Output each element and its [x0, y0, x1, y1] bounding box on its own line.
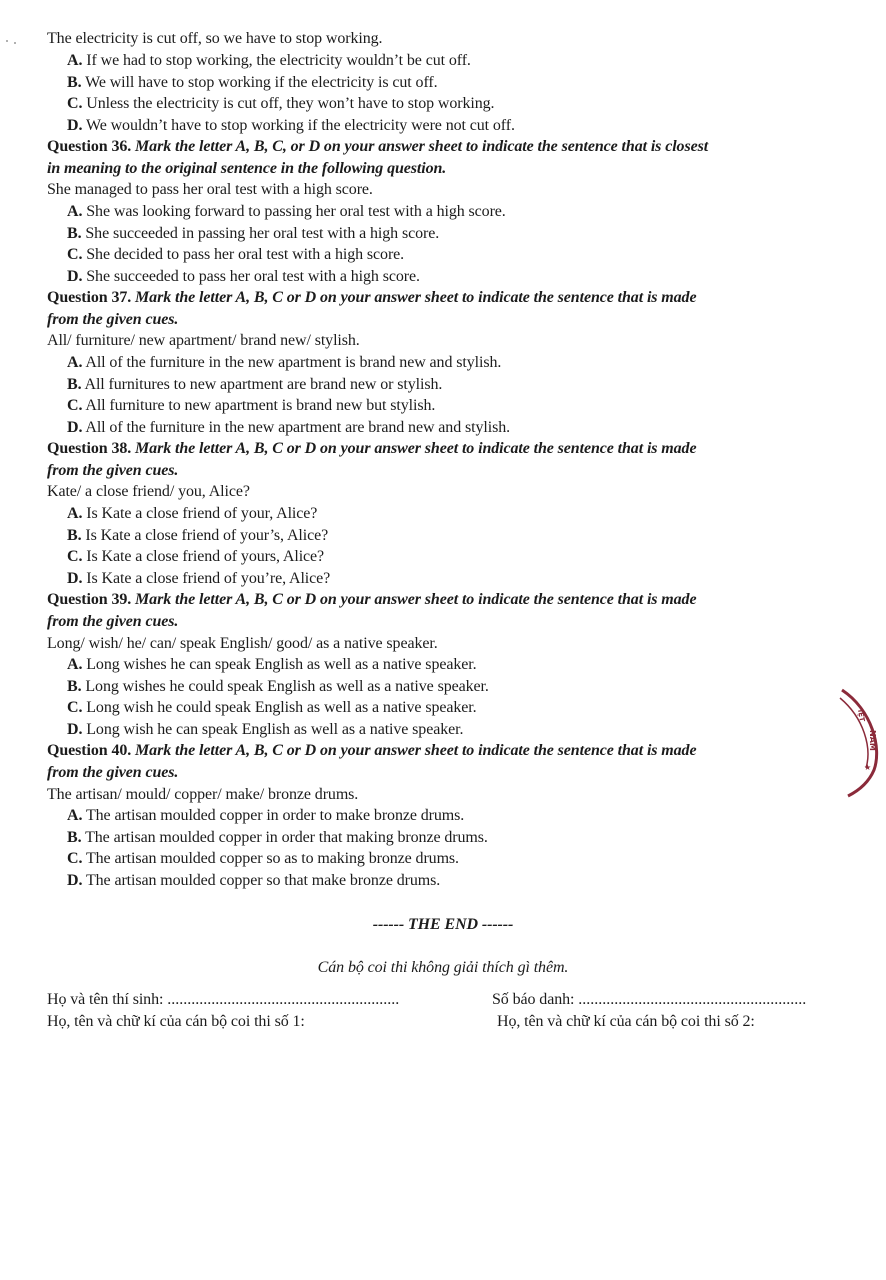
question-instruction: Mark the letter A, B, C or D on your answer sheet to indicate the sentence that is made — [131, 289, 697, 306]
option-letter: B. — [67, 225, 82, 242]
answer-option — [67, 418, 510, 438]
option-letter: C. — [67, 95, 83, 112]
svg-text:NAM: NAM — [868, 730, 877, 751]
option-letter: D. — [67, 570, 83, 587]
option-letter: C. — [67, 397, 83, 414]
option-text: She succeeded to pass her oral test with a high score. — [82, 268, 420, 285]
answer-option — [67, 224, 439, 244]
answer-option — [67, 655, 477, 675]
question-stem: All/ furniture/ new apartment/ brand new/ stylish. — [47, 332, 360, 349]
option-text: Is Kate a close friend of your, Alice? — [82, 505, 318, 522]
candidate-name-dots: .......................................................... — [167, 991, 400, 1008]
option-letter: A. — [67, 354, 83, 371]
answer-option — [67, 396, 435, 416]
invigilator-note: Cán bộ coi thi không giải thích gì thêm. — [317, 959, 569, 976]
svg-text:★: ★ — [864, 763, 872, 772]
option-letter: D. — [67, 872, 83, 889]
answer-option — [67, 245, 404, 265]
option-text: Long wish he can speak English as well as a native speaker. — [82, 721, 464, 738]
question-instruction: Mark the letter A, B, C or D on your answer sheet to indicate the sentence that is made — [131, 591, 697, 608]
option-letter: B. — [67, 74, 82, 91]
question-instruction: Mark the letter A, B, C or D on your answer sheet to indicate the sentence that is made — [131, 742, 697, 759]
answer-option — [67, 720, 463, 740]
option-text: The artisan moulded copper so that make bronze drums. — [82, 872, 441, 889]
option-letter: D. — [67, 117, 83, 134]
question-stem: Long/ wish/ he/ can/ speak English/ good/ as a native speaker. — [47, 635, 438, 652]
question-number: Question 40. — [47, 742, 132, 759]
question-instruction-cont: from the given cues. — [47, 764, 179, 781]
option-letter: A. — [67, 656, 83, 673]
answer-option — [67, 116, 515, 136]
question-number: Question 37. — [47, 289, 132, 306]
candidate-number-label: Số báo danh: — [492, 991, 575, 1008]
answer-option — [67, 375, 442, 395]
scan-speck — [6, 40, 8, 42]
answer-option — [67, 526, 328, 546]
option-text: All of the furniture in the new apartment is brand new and stylish. — [82, 354, 502, 371]
answer-option — [67, 267, 420, 287]
question-number: Question 39. — [47, 591, 132, 608]
question-37-heading — [47, 288, 696, 308]
question-stem: The electricity is cut off, so we have to stop working. — [47, 30, 383, 47]
question-stem: Kate/ a close friend/ you, Alice? — [47, 483, 250, 500]
question-39-heading — [47, 590, 696, 610]
question-38-heading — [47, 439, 696, 459]
option-text: Is Kate a close friend of your’s, Alice? — [81, 527, 329, 544]
answer-option — [67, 677, 489, 697]
option-text: The artisan moulded copper in order that making bronze drums. — [81, 829, 488, 846]
answer-option — [67, 94, 494, 114]
question-instruction-cont: in meaning to the original sentence in the following question. — [47, 160, 447, 177]
option-letter: C. — [67, 246, 83, 263]
option-text: If we had to stop working, the electricity wouldn’t be cut off. — [82, 52, 471, 69]
candidate-name-label: Họ và tên thí sinh: — [47, 991, 164, 1008]
option-text: Long wishes he can speak English as well as a native speaker. — [82, 656, 477, 673]
question-stem: The artisan/ mould/ copper/ make/ bronze drums. — [47, 786, 359, 803]
answer-option — [67, 51, 471, 71]
option-letter: A. — [67, 203, 83, 220]
option-letter: B. — [67, 527, 82, 544]
option-text: Is Kate a close friend of yours, Alice? — [82, 548, 325, 565]
option-text: She decided to pass her oral test with a high score. — [82, 246, 405, 263]
the-end-marker: ------ THE END ------ — [372, 916, 514, 933]
scan-speck — [14, 42, 16, 44]
svg-text:IỆT: IỆT — [856, 708, 867, 723]
option-text: Is Kate a close friend of you’re, Alice? — [82, 570, 331, 587]
option-letter: B. — [67, 829, 82, 846]
invigilator-2-label: Họ, tên và chữ kí của cán bộ coi thi số 2: — [497, 1013, 755, 1030]
answer-option — [67, 202, 506, 222]
answer-option — [67, 504, 317, 524]
official-stamp-icon — [838, 688, 886, 798]
candidate-name-field — [47, 990, 399, 1010]
option-letter: D. — [67, 721, 83, 738]
answer-option — [67, 828, 488, 848]
option-text: Unless the electricity is cut off, they won’t have to stop working. — [82, 95, 495, 112]
question-number: Question 38. — [47, 440, 132, 457]
option-letter: A. — [67, 505, 83, 522]
question-stem: She managed to pass her oral test with a high score. — [47, 181, 373, 198]
answer-option — [67, 547, 324, 567]
answer-option — [67, 569, 330, 589]
question-36-heading — [47, 137, 708, 157]
option-text: All of the furniture in the new apartment are brand new and stylish. — [82, 419, 510, 436]
option-letter: B. — [67, 376, 82, 393]
question-instruction: Mark the letter A, B, C or D on your answer sheet to indicate the sentence that is made — [131, 440, 697, 457]
question-instruction-cont: from the given cues. — [47, 462, 179, 479]
option-letter: D. — [67, 268, 83, 285]
option-text: The artisan moulded copper so as to making bronze drums. — [82, 850, 459, 867]
option-letter: A. — [67, 52, 83, 69]
option-letter: A. — [67, 807, 83, 824]
option-letter: D. — [67, 419, 83, 436]
option-text: Long wishes he could speak English as well as a native speaker. — [81, 678, 489, 695]
answer-option — [67, 871, 440, 891]
option-letter: C. — [67, 850, 83, 867]
question-instruction-cont: from the given cues. — [47, 311, 179, 328]
option-text: All furnitures to new apartment are brand new or stylish. — [81, 376, 443, 393]
question-number: Question 36. — [47, 138, 132, 155]
option-letter: C. — [67, 548, 83, 565]
answer-option — [67, 73, 438, 93]
answer-option — [67, 806, 464, 826]
answer-option — [67, 849, 459, 869]
option-text: The artisan moulded copper in order to make bronze drums. — [82, 807, 465, 824]
option-text: Long wish he could speak English as well as a native speaker. — [82, 699, 477, 716]
question-instruction: Mark the letter A, B, C, or D on your answer sheet to indicate the sentence that is closest — [131, 138, 709, 155]
answer-option — [67, 698, 477, 718]
question-instruction-cont: from the given cues. — [47, 613, 179, 630]
invigilator-1-label: Họ, tên và chữ kí của cán bộ coi thi số 1: — [47, 1013, 305, 1030]
option-letter: C. — [67, 699, 83, 716]
option-text: We will have to stop working if the electricity is cut off. — [81, 74, 438, 91]
option-text: We wouldn’t have to stop working if the electricity were not cut off. — [82, 117, 515, 134]
answer-option — [67, 353, 501, 373]
option-text: She succeeded in passing her oral test with a high score. — [81, 225, 440, 242]
option-text: All furniture to new apartment is brand new but stylish. — [82, 397, 436, 414]
option-text: She was looking forward to passing her oral test with a high score. — [82, 203, 506, 220]
option-letter: B. — [67, 678, 82, 695]
candidate-number-dots: ......................................................... — [578, 991, 807, 1008]
question-40-heading — [47, 741, 696, 761]
candidate-number-field — [492, 990, 806, 1010]
